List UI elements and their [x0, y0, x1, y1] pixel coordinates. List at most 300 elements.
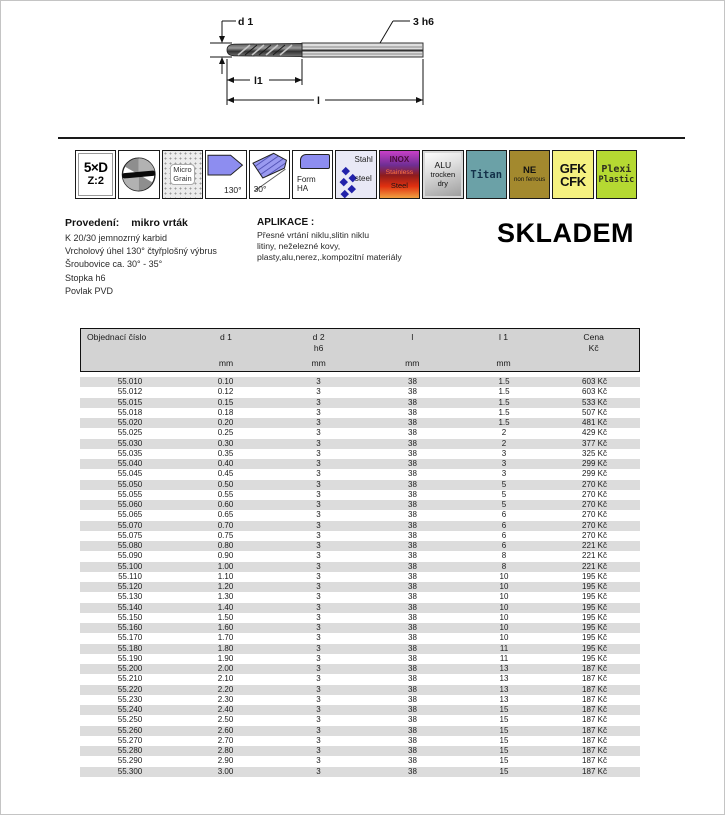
table-row — [80, 685, 640, 695]
table-row — [80, 756, 640, 766]
cell-d1: 0.75 — [217, 530, 234, 540]
cell-order-number: 55.230 — [117, 694, 143, 704]
cell-d2: 3 — [316, 479, 321, 489]
cell-price: 270 Kč — [582, 500, 607, 509]
cell-l1: 6 — [501, 510, 507, 520]
cell-l: 38 — [408, 735, 417, 745]
cell-price: 603 Kč — [582, 387, 607, 397]
provedeni-line: Vrcholový úhel 130° čtyřplošný výbrus — [65, 246, 217, 257]
aplikace-section — [257, 217, 402, 262]
cell-l1: 10 — [499, 602, 509, 612]
cell-l: 38 — [408, 418, 417, 427]
cell-l: 38 — [408, 694, 417, 704]
form-label: Form HA — [296, 175, 316, 193]
cell-l: 38 — [408, 489, 417, 499]
cell-order-number: 55.240 — [117, 705, 143, 714]
cell-d1: 2.90 — [217, 756, 234, 766]
cell-price: 507 Kč — [582, 407, 607, 417]
header-order-number: Objednací číslo — [87, 332, 147, 342]
stock-label: SKLADEM — [497, 218, 634, 248]
table-row — [80, 705, 640, 715]
table-row — [80, 592, 640, 602]
cell-order-number: 55.025 — [117, 428, 143, 438]
cell-d1: 1.70 — [217, 633, 234, 643]
cell-d2: 3 — [316, 612, 321, 622]
cell-d2: 3 — [316, 664, 321, 673]
cell-order-number: 55.090 — [117, 551, 143, 561]
table-row — [80, 603, 640, 613]
technical-drawing — [180, 6, 450, 118]
cell-l: 38 — [408, 551, 417, 561]
table-row — [80, 377, 640, 387]
cell-d2: 3 — [316, 500, 321, 509]
cell-price: 187 Kč — [582, 766, 607, 776]
cell-l: 38 — [408, 725, 417, 735]
point-angle-130-icon — [205, 150, 246, 199]
cell-d2: 3 — [316, 633, 321, 643]
cell-d2: 3 — [316, 489, 321, 499]
cell-l1: 10 — [499, 571, 509, 581]
cell-order-number: 55.300 — [117, 766, 143, 776]
cell-l: 38 — [408, 633, 417, 643]
table-row — [80, 767, 640, 777]
cell-l: 38 — [408, 602, 417, 612]
cell-d2: 3 — [316, 725, 321, 735]
cell-order-number: 55.075 — [117, 530, 143, 540]
cell-order-number: 55.250 — [117, 715, 143, 725]
cell-order-number: 55.190 — [117, 653, 143, 663]
cell-l1: 10 — [499, 633, 509, 643]
table-row — [80, 562, 640, 572]
cell-d1: 2.60 — [217, 725, 234, 735]
cell-d2: 3 — [316, 592, 321, 602]
cell-d2: 3 — [316, 643, 321, 653]
cell-price: 533 Kč — [582, 397, 607, 407]
cell-price: 299 Kč — [582, 459, 607, 468]
cell-l: 38 — [408, 715, 417, 725]
l1-label: l1 — [254, 75, 263, 87]
cell-l1: 1.5 — [498, 377, 510, 386]
cell-order-number: 55.170 — [117, 633, 143, 643]
table-row — [80, 726, 640, 736]
cell-l1: 15 — [499, 715, 509, 725]
cell-l1: 5 — [501, 489, 507, 499]
cell-l: 38 — [408, 705, 417, 714]
cell-d2: 3 — [316, 746, 321, 755]
cell-l: 38 — [408, 756, 417, 766]
cell-d2: 3 — [316, 469, 321, 479]
cell-l1: 3 — [501, 448, 507, 458]
cell-l: 38 — [408, 459, 417, 468]
cell-d1: 0.25 — [217, 428, 234, 438]
cell-price: 221 Kč — [582, 541, 607, 550]
header-d1: d 1 mm — [218, 332, 234, 368]
cell-l1: 15 — [499, 725, 509, 735]
cell-d1: 1.40 — [217, 602, 234, 612]
cell-d1: 2.10 — [217, 674, 234, 684]
cell-d1: 0.30 — [217, 438, 234, 448]
cell-d2: 3 — [316, 735, 321, 745]
cell-d1: 2.20 — [217, 684, 234, 694]
cell-l1: 13 — [499, 684, 509, 694]
table-row — [80, 746, 640, 756]
table-row — [80, 623, 640, 633]
cell-d2: 3 — [316, 623, 321, 632]
cell-d1: 0.70 — [217, 520, 234, 530]
cell-d2: 3 — [316, 602, 321, 612]
cell-order-number: 55.270 — [117, 735, 143, 745]
table-row — [80, 644, 640, 654]
cell-price: 195 Kč — [582, 643, 607, 653]
titan-icon: Titan — [466, 150, 507, 199]
header-price: Cena Kč — [583, 332, 604, 353]
cell-l: 38 — [408, 520, 417, 530]
cell-d1: 0.50 — [217, 479, 234, 489]
table-row — [80, 613, 640, 623]
cell-l: 38 — [408, 571, 417, 581]
cell-order-number: 55.210 — [117, 674, 143, 684]
cell-d1: 2.80 — [217, 746, 234, 755]
cell-l: 38 — [408, 469, 417, 479]
cell-d1: 0.60 — [217, 500, 234, 509]
coolant-drop-icon — [342, 167, 350, 175]
cell-price: 481 Kč — [582, 418, 607, 427]
cell-l: 38 — [408, 377, 417, 386]
cell-d1: 2.30 — [217, 694, 234, 704]
cell-d2: 3 — [316, 530, 321, 540]
ne-non-ferrous-icon: NE non ferrous — [509, 150, 550, 199]
table-row — [80, 541, 640, 551]
cell-order-number: 55.040 — [117, 459, 143, 468]
inox-stainless-steel-icon: INOX Stainless Steel — [379, 150, 420, 199]
ratio-line1: 5×D — [83, 160, 108, 175]
helix-angle-30-icon — [249, 150, 290, 199]
cell-d1: 3.00 — [217, 766, 234, 776]
table-row — [80, 531, 640, 541]
table-row — [80, 387, 640, 397]
cell-l: 38 — [408, 387, 417, 397]
cell-l: 38 — [408, 397, 417, 407]
cell-l1: 1.5 — [498, 387, 510, 397]
gfk-cfk-icon: GFK CFK — [552, 150, 593, 199]
cell-d1: 2.00 — [217, 664, 234, 673]
cell-d1: 1.80 — [217, 643, 234, 653]
cell-d2: 3 — [316, 653, 321, 663]
cell-d2: 3 — [316, 459, 321, 468]
l-label: l — [317, 95, 320, 107]
cell-d2: 3 — [316, 510, 321, 520]
cell-price: 377 Kč — [582, 438, 607, 448]
table-row — [80, 695, 640, 705]
provedeni-section — [65, 217, 217, 298]
cell-price: 187 Kč — [582, 674, 607, 684]
cell-price: 195 Kč — [582, 582, 607, 591]
cell-l: 38 — [408, 684, 417, 694]
table-row — [80, 469, 640, 479]
ratio-line2: Z:2 — [87, 175, 104, 187]
cell-price: 221 Kč — [582, 551, 607, 561]
cell-d1: 1.30 — [217, 592, 234, 602]
cell-price: 195 Kč — [582, 571, 607, 581]
cell-d1: 2.70 — [217, 735, 234, 745]
cell-order-number: 55.012 — [117, 387, 143, 397]
table-body — [80, 377, 640, 777]
header-l: l mm — [405, 332, 420, 368]
cell-l1: 15 — [499, 735, 509, 745]
cell-price: 270 Kč — [582, 489, 607, 499]
cell-l1: 2 — [501, 428, 507, 438]
cell-d2: 3 — [316, 766, 321, 776]
table-row — [80, 736, 640, 746]
header-l1: l 1 mm — [496, 332, 511, 368]
form-ha-icon — [292, 150, 333, 199]
flute-shape — [227, 43, 302, 56]
cell-d1: 0.65 — [217, 510, 234, 520]
cell-order-number: 55.055 — [117, 489, 143, 499]
cell-d1: 1.50 — [217, 612, 234, 622]
cell-order-number: 55.018 — [117, 407, 143, 417]
cell-l1: 11 — [499, 643, 509, 653]
cell-d2: 3 — [316, 561, 321, 571]
cell-order-number: 55.150 — [117, 612, 143, 622]
cell-d2: 3 — [316, 705, 321, 714]
cell-d2: 3 — [316, 684, 321, 694]
table-row — [80, 715, 640, 725]
coolant-drop-icon — [348, 185, 356, 193]
cell-price: 603 Kč — [582, 377, 607, 386]
cell-d2: 3 — [316, 715, 321, 725]
cell-l1: 5 — [501, 500, 507, 509]
cell-l1: 5 — [501, 479, 507, 489]
cell-l1: 1.5 — [498, 418, 510, 427]
cell-order-number: 55.065 — [117, 510, 143, 520]
cell-d1: 2.50 — [217, 715, 234, 725]
cell-price: 299 Kč — [582, 469, 607, 479]
cell-l1: 13 — [499, 664, 509, 673]
cell-d2: 3 — [316, 756, 321, 766]
cell-d2: 3 — [316, 448, 321, 458]
cell-order-number: 55.180 — [117, 643, 143, 653]
cell-d2: 3 — [316, 520, 321, 530]
cell-order-number: 55.035 — [117, 448, 143, 458]
cell-l: 38 — [408, 612, 417, 622]
cell-l: 38 — [408, 407, 417, 417]
alu-dry-icon: ALU trocken dry — [422, 150, 463, 199]
table-row — [80, 674, 640, 684]
micro-grain-icon — [162, 150, 203, 199]
cell-l: 38 — [408, 500, 417, 509]
cell-order-number: 55.140 — [117, 602, 143, 612]
cell-l1: 3 — [501, 469, 507, 479]
cell-price: 187 Kč — [582, 705, 607, 714]
cell-l1: 1.5 — [498, 407, 510, 417]
cell-d1: 1.90 — [217, 653, 234, 663]
cell-l: 38 — [408, 438, 417, 448]
cell-l1: 15 — [499, 746, 509, 755]
cell-price: 187 Kč — [582, 746, 607, 755]
cell-d1: 0.12 — [217, 387, 234, 397]
cell-d2: 3 — [316, 418, 321, 427]
cell-order-number: 55.050 — [117, 479, 143, 489]
provedeni-line: Stopka h6 — [65, 272, 106, 283]
helix-angle-label: 30° — [253, 184, 267, 194]
cell-order-number: 55.030 — [117, 438, 143, 448]
table-row — [80, 418, 640, 428]
cell-price: 187 Kč — [582, 715, 607, 725]
cell-price: 195 Kč — [582, 612, 607, 622]
cell-l: 38 — [408, 664, 417, 673]
aplikace-line: Přesné vrtání niklu,slitin niklu — [257, 230, 370, 240]
cell-l: 38 — [408, 643, 417, 653]
cell-order-number: 55.290 — [117, 756, 143, 766]
micro-grain-label: Micro Grain — [170, 164, 194, 185]
cell-l1: 15 — [499, 766, 509, 776]
cell-l1: 1.5 — [498, 397, 510, 407]
cell-price: 270 Kč — [582, 530, 607, 540]
cell-l: 38 — [408, 530, 417, 540]
feature-icons-row — [75, 150, 637, 199]
table-row — [80, 551, 640, 561]
table-row — [80, 633, 640, 643]
cell-l: 38 — [408, 623, 417, 632]
plexi-plastic-icon: Plexi Plastic — [596, 150, 637, 199]
cell-l: 38 — [408, 766, 417, 776]
cell-d1: 2.40 — [217, 705, 234, 714]
cell-l: 38 — [408, 653, 417, 663]
cell-order-number: 55.100 — [117, 561, 143, 571]
cell-order-number: 55.060 — [117, 500, 143, 509]
cell-l: 38 — [408, 674, 417, 684]
cell-d2: 3 — [316, 674, 321, 684]
table-row — [80, 480, 640, 490]
table-row — [80, 459, 640, 469]
cell-d2: 3 — [316, 551, 321, 561]
cell-d2: 3 — [316, 438, 321, 448]
cell-price: 187 Kč — [582, 735, 607, 745]
cell-l: 38 — [408, 541, 417, 550]
cell-l: 38 — [408, 448, 417, 458]
cell-order-number: 55.220 — [117, 684, 143, 694]
cell-l1: 13 — [499, 694, 509, 704]
cell-price: 270 Kč — [582, 479, 607, 489]
cell-d1: 1.10 — [217, 571, 234, 581]
shank-label: 3 h6 — [413, 16, 435, 28]
cell-d2: 3 — [316, 428, 321, 438]
cell-l1: 15 — [499, 756, 509, 766]
stahl-label: Stahl — [354, 155, 373, 164]
cell-l1: 6 — [501, 530, 507, 540]
cell-d1: 0.35 — [217, 448, 234, 458]
cell-order-number: 55.010 — [117, 377, 143, 386]
cell-d1: 0.45 — [217, 469, 234, 479]
cell-d2: 3 — [316, 541, 321, 550]
cell-l1: 10 — [499, 612, 509, 622]
cell-order-number: 55.280 — [117, 746, 143, 755]
cell-l1: 3 — [501, 459, 507, 468]
aplikace-line: plasty,alu,nerez,.kompozitní materiály — [257, 251, 402, 262]
cell-l1: 2 — [501, 438, 507, 448]
table-row — [80, 572, 640, 582]
cell-d2: 3 — [316, 397, 321, 407]
cell-l: 38 — [408, 479, 417, 489]
cell-price: 187 Kč — [582, 725, 607, 735]
cell-l: 38 — [408, 592, 417, 602]
cell-order-number: 55.120 — [117, 582, 143, 591]
cell-order-number: 55.020 — [117, 418, 143, 427]
provedeni-line: Šroubovice ca. 30° - 35° — [65, 259, 163, 270]
cell-d1: 0.20 — [217, 418, 234, 427]
cell-price: 187 Kč — [582, 756, 607, 766]
cell-d1: 0.10 — [217, 377, 234, 386]
cell-l: 38 — [408, 428, 417, 438]
table-row — [80, 449, 640, 459]
point-angle-label: 130° — [223, 185, 242, 195]
cell-order-number: 55.110 — [118, 571, 142, 581]
table-row — [80, 664, 640, 674]
cell-price: 221 Kč — [582, 561, 607, 571]
form-shape — [300, 154, 330, 169]
cell-order-number: 55.080 — [117, 541, 143, 550]
table-header — [80, 328, 640, 372]
cell-price: 325 Kč — [582, 448, 607, 458]
cell-price: 187 Kč — [582, 664, 607, 673]
coolant-drop-icon — [341, 190, 349, 198]
d1-label: d 1 — [238, 16, 254, 28]
cell-l1: 8 — [501, 551, 507, 561]
cell-d1: 1.60 — [217, 623, 234, 632]
cell-price: 187 Kč — [582, 694, 607, 704]
cell-d2: 3 — [316, 387, 321, 397]
cell-price: 270 Kč — [582, 520, 607, 530]
shank-shape — [302, 43, 423, 57]
cell-order-number: 55.130 — [117, 592, 143, 602]
cell-l1: 10 — [499, 623, 509, 632]
cell-order-number: 55.200 — [117, 664, 143, 673]
cell-d2: 3 — [316, 694, 321, 704]
cell-l1: 11 — [499, 653, 509, 663]
provedeni-line: Povlak PVD — [65, 285, 114, 296]
cell-price: 270 Kč — [582, 510, 607, 520]
aplikace-title: APLIKACE : — [257, 217, 315, 228]
l1-dimension — [227, 59, 302, 105]
cell-l: 38 — [408, 510, 417, 520]
steel-label: steel — [354, 174, 372, 183]
table-row — [80, 500, 640, 510]
table-row — [80, 439, 640, 449]
cell-d1: 0.90 — [217, 551, 234, 561]
cell-l1: 15 — [499, 705, 509, 714]
cell-price: 195 Kč — [582, 653, 607, 663]
cell-l: 38 — [408, 561, 417, 571]
cell-d1: 0.40 — [217, 459, 234, 468]
ratio-5xd-icon — [75, 150, 116, 199]
cell-price: 195 Kč — [582, 592, 607, 602]
cell-d1: 0.18 — [217, 407, 234, 417]
cell-price: 429 Kč — [582, 428, 607, 438]
cell-d1: 0.15 — [217, 397, 234, 407]
table-row — [80, 428, 640, 438]
aplikace-line: litiny, neželezné kovy, — [257, 240, 341, 251]
coolant-drop-icon — [340, 178, 348, 186]
table-row — [80, 521, 640, 531]
cell-l1: 13 — [499, 674, 509, 684]
cell-l: 38 — [408, 746, 417, 755]
cell-order-number: 55.160 — [117, 623, 143, 632]
shank-leader — [380, 21, 410, 43]
cell-d1: 1.00 — [217, 561, 234, 571]
cell-price: 195 Kč — [582, 623, 607, 632]
cell-d1: 1.20 — [217, 582, 234, 591]
